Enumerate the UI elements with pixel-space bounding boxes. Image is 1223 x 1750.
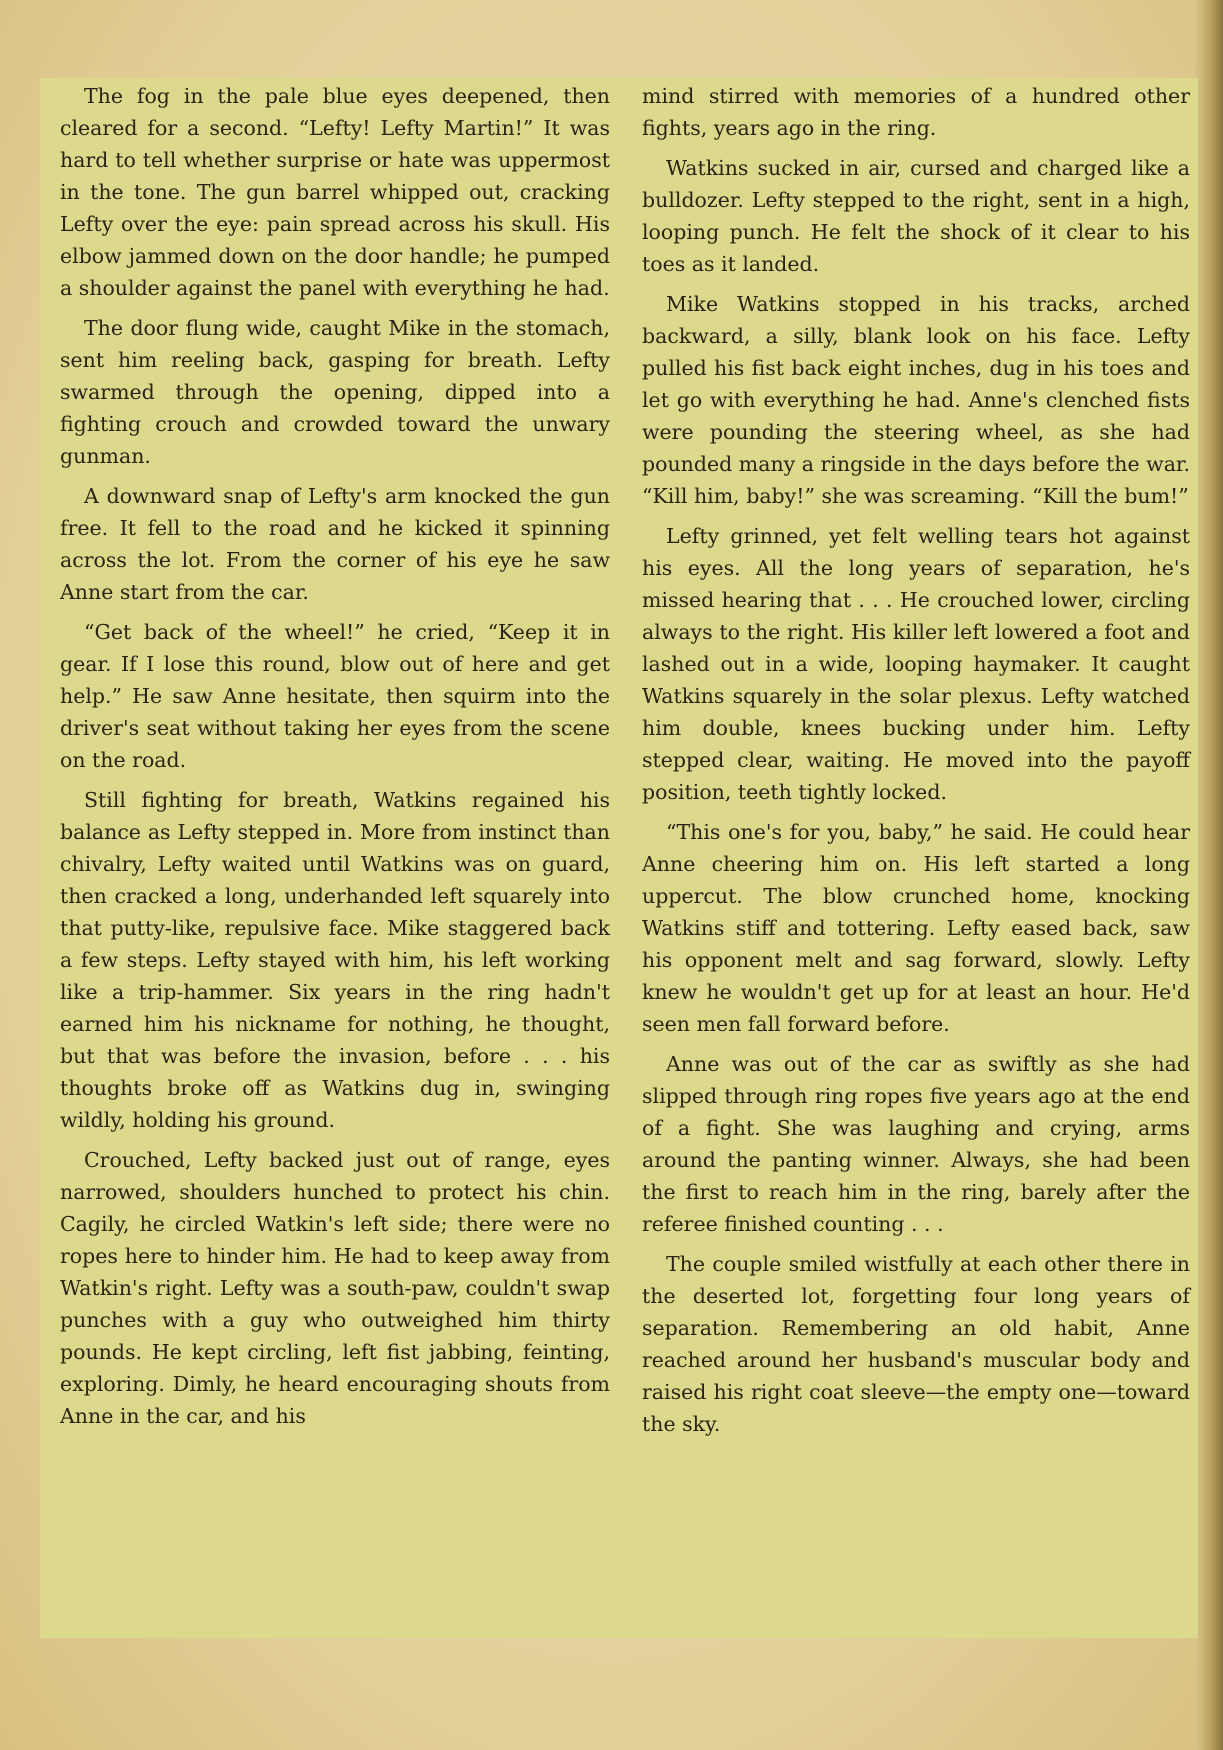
paragraph: The door flung wide, caught Mike in the stomach, sent him reeling back, gasping for breath. Lefty swarmed through the opening, dipped into a fighting crouch and crowded toward the unwary gunman.: [60, 316, 610, 468]
paragraph: “Get back of the wheel!” he cried, “Keep it in gear. If I lose this round, blow out of here and get help.” He saw Anne hesitate, then squirm into the driver's seat without taking her eyes from the scene on the road.: [60, 620, 610, 772]
paragraph: The couple smiled wistfully at each other there in the deserted lot, forgetting four long years of separation. Remembering an old habit, Anne reached around her husband's muscular body and raised his right coat sleeve—the empty one—toward the sky.: [642, 1252, 1190, 1436]
left-column: [60, 80, 610, 1440]
right-column: [642, 80, 1190, 1448]
page-edge: [1195, 0, 1223, 1750]
paragraph: The fog in the pale blue eyes deepened, then cleared for a second. “Lefty! Lefty Martin!” It was hard to tell whether surprise or hate was uppermost in the tone. The gun barrel whipped out, cracking Lefty over the eye: pain spread across his skull. His elbow jammed down on the door handle; he pumped a shoulder against the panel with everything he had.: [60, 84, 610, 300]
paragraph: Watkins sucked in air, cursed and charged like a bulldozer. Lefty stepped to the right, sent in a high, looping punch. He felt the shock of it clear to his toes as it landed.: [642, 156, 1190, 276]
paragraph: Anne was out of the car as swiftly as she had slipped through ring ropes five years ago at the end of a fight. She was laughing and crying, arms around the panting winner. Always, she had been the first to reach him in the ring, barely after the referee finished counting . . .: [642, 1052, 1190, 1236]
paragraph: Lefty grinned, yet felt welling tears hot against his eyes. All the long years of separation, he's missed hearing that . . . He crouched lower, circling always to the right. His killer left lowered a foot and lashed out in a wide, looping haymaker. It caught Watkins squarely in the solar plexus. Lefty watched him double, knees bucking under him. Lefty stepped clear, waiting. He moved into the payoff position, teeth tightly locked.: [642, 524, 1190, 804]
paragraph: mind stirred with memories of a hundred other fights, years ago in the ring.: [642, 84, 1190, 140]
paragraph: “This one's for you, baby,” he said. He could hear Anne cheering him on. His left started a long uppercut. The blow crunched home, knocking Watkins stiff and tottering. Lefty eased back, saw his opponent melt and sag forward, slowly. Lefty knew he wouldn't get up for at least an hour. He'd seen men fall forward before.: [642, 820, 1190, 1036]
paragraph: Mike Watkins stopped in his tracks, arched backward, a silly, blank look on his face. Lefty pulled his fist back eight inches, dug in his toes and let go with everything he had. Anne's clenched fists were pounding the steering wheel, as she had pounded many a ringside in the days before the war. “Kill him, baby!” she was screaming. “Kill the bum!”: [642, 292, 1190, 508]
paragraph: Still fighting for breath, Watkins regained his balance as Lefty stepped in. More from instinct than chivalry, Lefty waited until Watkins was on guard, then cracked a long, underhanded left squarely into that putty-like, repulsive face. Mike staggered back a few steps. Lefty stayed with him, his left working like a trip-hammer. Six years in the ring hadn't earned him his nickname for nothing, he thought, but that was before the invasion, before . . . his thoughts broke off as Watkins dug in, swinging wildly, holding his ground.: [60, 788, 610, 1132]
paragraph: Crouched, Lefty backed just out of range, eyes narrowed, shoulders hunched to protect his chin. Cagily, he circled Watkin's left side; there were no ropes here to hinder him. He had to keep away from Watkin's right. Lefty was a south-paw, couldn't swap punches with a guy who outweighed him thirty pounds. He kept circling, left fist jabbing, feinting, exploring. Dimly, he heard encouraging shouts from Anne in the car, and his: [60, 1148, 610, 1428]
paragraph: A downward snap of Lefty's arm knocked the gun free. It fell to the road and he kicked it spinning across the lot. From the corner of his eye he saw Anne start from the car.: [60, 484, 610, 604]
